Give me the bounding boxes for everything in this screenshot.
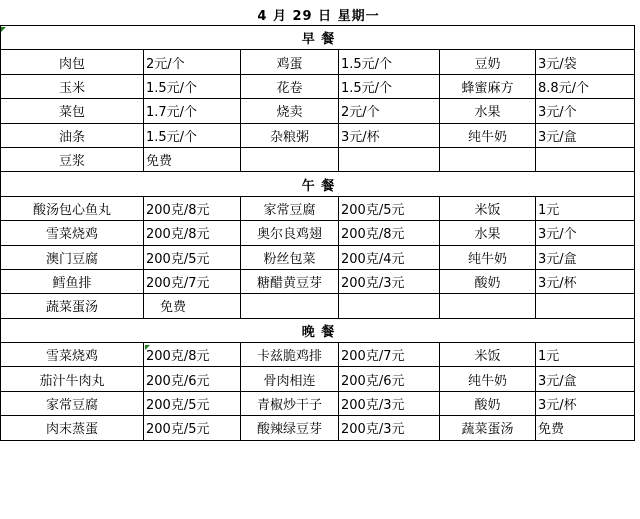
menu-table: [0, 3, 635, 441]
dish-name-cell: 烧卖: [241, 99, 339, 123]
dish-price-cell: 3元/盒: [536, 245, 635, 269]
dish-price-cell: 3元/杯: [339, 123, 440, 147]
dish-name-cell: 鳕鱼排: [1, 269, 144, 293]
dish-price-cell: 200克/5元: [144, 416, 241, 440]
dish-name-cell: 米饭: [440, 196, 536, 220]
dish-name-cell: 青椒炒干子: [241, 391, 339, 415]
table-row: [1, 123, 635, 147]
dish-price-cell: 200克/5元: [339, 196, 440, 220]
dish-name-cell: 奥尔良鸡翅: [241, 221, 339, 245]
table-row: [1, 343, 635, 367]
section-title: 早 餐: [1, 26, 635, 50]
dish-price-cell: 免费: [144, 147, 241, 171]
dish-name-cell: 蜂蜜麻方: [440, 74, 536, 98]
dish-name-cell: 家常豆腐: [1, 391, 144, 415]
dish-price-cell: 200克/3元: [339, 416, 440, 440]
dish-price-cell: 200克/7元: [144, 269, 241, 293]
dish-price-cell: 200克/8元: [144, 196, 241, 220]
table-row: [1, 99, 635, 123]
table-row: [1, 221, 635, 245]
dish-price-cell: 3元/杯: [536, 269, 635, 293]
dish-name-cell: 茄汁牛肉丸: [1, 367, 144, 391]
table-row: [1, 294, 635, 318]
dish-name-cell: 纯牛奶: [440, 123, 536, 147]
dish-name-cell: [241, 294, 339, 318]
dish-price-cell: [536, 294, 635, 318]
dish-price-cell: 3元/杯: [536, 391, 635, 415]
table-row: [1, 245, 635, 269]
table-row: [1, 416, 635, 440]
section-header-row: [1, 26, 635, 50]
dish-price-cell: [536, 147, 635, 171]
dish-price-cell: 2元/个: [339, 99, 440, 123]
dish-price-cell: 1.7元/个: [144, 99, 241, 123]
dish-price-cell: 200克/7元: [339, 343, 440, 367]
dish-price-cell: 3元/盒: [536, 123, 635, 147]
dish-name-cell: 纯牛奶: [440, 367, 536, 391]
table-row: [1, 50, 635, 74]
dish-name-cell: 骨肉相连: [241, 367, 339, 391]
dish-price-cell: 200克/3元: [339, 269, 440, 293]
dish-name-cell: 家常豆腐: [241, 196, 339, 220]
dish-name-cell: 肉包: [1, 50, 144, 74]
dish-name-cell: 杂粮粥: [241, 123, 339, 147]
dish-price-cell: 1.5元/个: [144, 74, 241, 98]
dish-name-cell: 纯牛奶: [440, 245, 536, 269]
dish-price-cell: [339, 294, 440, 318]
dish-name-cell: 酸辣绿豆芽: [241, 416, 339, 440]
dish-name-cell: 油条: [1, 123, 144, 147]
dish-name-cell: 蔬菜蛋汤: [440, 416, 536, 440]
dish-price-cell: 免费: [144, 294, 241, 318]
dish-name-cell: 鸡蛋: [241, 50, 339, 74]
page-title: 4 月 29 日 星期一: [257, 8, 380, 24]
dish-price-cell: 200克/5元: [144, 245, 241, 269]
dish-price-cell: 200克/3元: [339, 391, 440, 415]
cell-marker-icon: [145, 345, 150, 350]
dish-name-cell: 水果: [440, 99, 536, 123]
dish-name-cell: 豆奶: [440, 50, 536, 74]
dish-name-cell: 酸奶: [440, 391, 536, 415]
dish-name-cell: 雪菜烧鸡: [1, 343, 144, 367]
dish-price-cell: 1.5元/个: [339, 50, 440, 74]
section-header-row: [1, 318, 635, 342]
dish-name-cell: 卡兹脆鸡排: [241, 343, 339, 367]
dish-price-cell: 1.5元/个: [339, 74, 440, 98]
dish-price-cell: 免费: [536, 416, 635, 440]
dish-name-cell: 水果: [440, 221, 536, 245]
dish-name-cell: 酸汤包心鱼丸: [1, 196, 144, 220]
dish-price-cell: 2元/个: [144, 50, 241, 74]
dish-name-cell: 玉米: [1, 74, 144, 98]
table-row: [1, 391, 635, 415]
dish-name-cell: 肉末蒸蛋: [1, 416, 144, 440]
dish-name-cell: 蔬菜蛋汤: [1, 294, 144, 318]
dish-price-cell: 200克/6元: [144, 367, 241, 391]
dish-price-cell: 200克/8元: [339, 221, 440, 245]
cell-marker-icon: [1, 27, 6, 32]
dish-price-cell: 8.8元/个: [536, 74, 635, 98]
dish-price-cell: 3元/个: [536, 221, 635, 245]
dish-price-cell: 200克/8元: [144, 343, 241, 367]
dish-price-cell: 3元/个: [536, 99, 635, 123]
table-row: [1, 196, 635, 220]
dish-name-cell: 菜包: [1, 99, 144, 123]
title-row: [1, 3, 635, 26]
dish-name-cell: [241, 147, 339, 171]
table-row: [1, 74, 635, 98]
dish-name-cell: 酸奶: [440, 269, 536, 293]
dish-name-cell: 糖醋黄豆芽: [241, 269, 339, 293]
dish-name-cell: 花卷: [241, 74, 339, 98]
section-title: 午 餐: [1, 172, 635, 196]
dish-name-cell: 雪菜烧鸡: [1, 221, 144, 245]
dish-price-cell: 200克/4元: [339, 245, 440, 269]
dish-price-cell: 1元: [536, 196, 635, 220]
dish-name-cell: 豆浆: [1, 147, 144, 171]
dish-price-cell: 3元/盒: [536, 367, 635, 391]
dish-name-cell: [440, 294, 536, 318]
table-row: [1, 147, 635, 171]
dish-name-cell: 澳门豆腐: [1, 245, 144, 269]
dish-name-cell: [440, 147, 536, 171]
dish-price-cell: 3元/袋: [536, 50, 635, 74]
dish-price-cell: 1.5元/个: [144, 123, 241, 147]
dish-name-cell: 粉丝包菜: [241, 245, 339, 269]
dish-price-cell: 1元: [536, 343, 635, 367]
dish-price-cell: 200克/6元: [339, 367, 440, 391]
section-header-row: [1, 172, 635, 196]
dish-price-cell: 200克/8元: [144, 221, 241, 245]
dish-price-cell: 200克/5元: [144, 391, 241, 415]
table-row: [1, 269, 635, 293]
table-row: [1, 367, 635, 391]
dish-price-cell: [339, 147, 440, 171]
section-title: 晚 餐: [1, 318, 635, 342]
dish-name-cell: 米饭: [440, 343, 536, 367]
